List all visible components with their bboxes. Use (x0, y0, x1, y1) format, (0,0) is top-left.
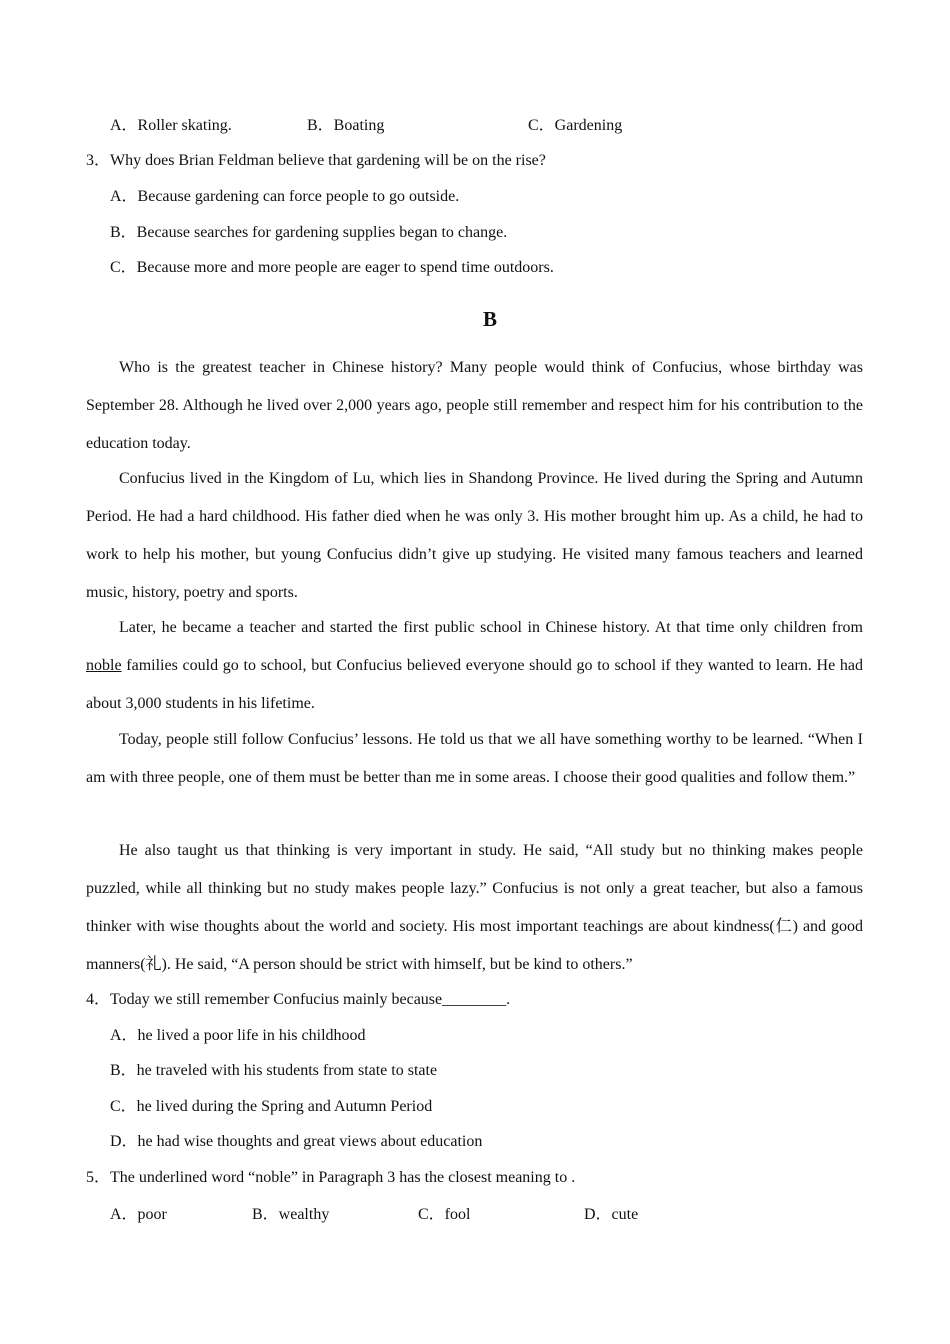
q4-option-a[interactable]: A．he lived a poor life in his childhood (110, 1027, 366, 1044)
q5-option-c[interactable]: C．fool (418, 1206, 471, 1223)
p3-text-after: families could go to school, but Confucius believed everyone should go to school if they wanted to learn. He had about 3,000 students in his lifetime. (86, 657, 863, 712)
q5-options-row (110, 1205, 870, 1225)
q5-option-b[interactable]: B．wealthy (252, 1206, 330, 1223)
q3-option-c[interactable]: C．Because more and more people are eager to spend time outdoors. (110, 259, 554, 276)
q5-option-d[interactable]: D．cute (584, 1206, 639, 1223)
q3-option-b[interactable]: B．Because searches for gardening supplies began to change. (110, 224, 508, 241)
q2-option-c[interactable]: C．Gardening (528, 117, 623, 134)
q4-option-c[interactable]: C．he lived during the Spring and Autumn Period (110, 1098, 433, 1115)
q2-option-b[interactable]: B．Boating (307, 117, 385, 134)
q4-option-d[interactable]: D．he had wise thoughts and great views about education (110, 1133, 483, 1150)
passage-paragraph-5: He also taught us that thinking is very important in study. He said, “All study but no thinking makes people puzzled, while all thinking but no study makes people lazy.” Confucius is not only a great teacher, but also a famous thinker with wise thoughts about the world and society. His most important teachings are about kindness(仁) and good manners(礼). He said, “A person should be strict with himself, but be kind to others.” (86, 842, 863, 973)
q5-option-a[interactable]: A．poor (110, 1206, 167, 1223)
q4-stem: 4．Today we still remember Confucius mainly because________. (86, 991, 511, 1008)
p3-text-before: Later, he became a teacher and started the first public school in Chinese history. At that time only children from (119, 619, 863, 636)
q3-option-a[interactable]: A．Because gardening can force people to go outside. (110, 188, 460, 205)
passage-paragraph-1: Who is the greatest teacher in Chinese history? Many people would think of Confucius, whose birthday was September 28. Although he lived over 2,000 years ago, people still remember and respect him for his contribution to the education today. (86, 359, 863, 452)
passage-paragraph-2: Confucius lived in the Kingdom of Lu, which lies in Shandong Province. He lived during the Spring and Autumn Period. He had a hard childhood. His father died when he was only 3. His mother brought him up. As a child, he had to work to help his mother, but young Confucius didn’t give up studying. He visited many famous teachers and learned music, history, poetry and sports. (86, 470, 863, 601)
underlined-word-noble: noble (86, 657, 122, 674)
q4-option-b[interactable]: B．he traveled with his students from state to state (110, 1062, 438, 1079)
passage-paragraph-4: Today, people still follow Confucius’ lessons. He told us that we all have something worthy to be learned. “When I am with three people, one of them must be better than me in some areas. I choose their good qualities and follow them.” (86, 731, 863, 786)
section-b-title: B (482, 307, 497, 331)
q3-stem: 3．Why does Brian Feldman believe that gardening will be on the rise? (86, 152, 546, 169)
q5-stem: 5．The underlined word “noble” in Paragraph 3 has the closest meaning to . (86, 1169, 576, 1186)
q2-option-a[interactable]: A．Roller skating. (110, 117, 232, 134)
q2-options-row (110, 116, 870, 136)
passage-paragraph-3 (86, 609, 863, 723)
